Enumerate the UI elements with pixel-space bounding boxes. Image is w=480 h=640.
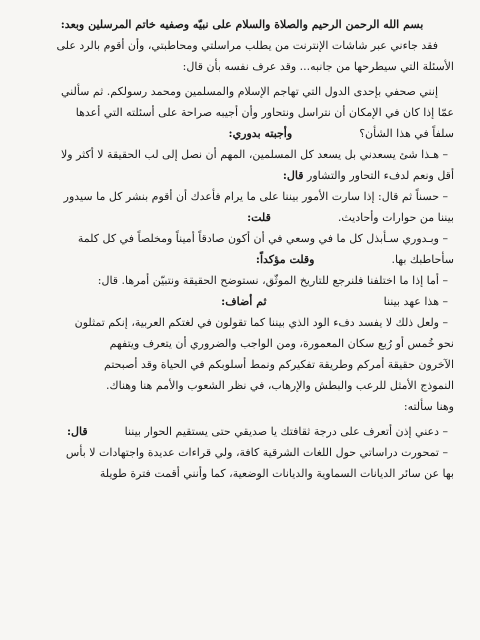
paragraph-line: إنني صحفي بإحدى الدول التي تهاجم الإسلام والمسلمين ومحمد رسولكم. ثم سألني (60, 85, 438, 98)
dialogue-label: قال: (282, 169, 304, 182)
bullet-line: – وبـدوري سـأبذل كل ما في وسعي في أن أكون صادقاً أميناً ومخلصاً في كل كلمة (30, 228, 454, 249)
bullet-line: – هـذا شئ يسعدني بل يسعد كل المسلمين، المهم أن نصل إلى لب الحقيقة لا أكثر ولا (30, 144, 454, 165)
paragraph-line (30, 207, 454, 228)
bullet-text: – دعني إذن أتعرف على درجة ثقافتك يا صديقي حتى يستقيم الحوار بيننا (125, 425, 454, 438)
paragraph-line: الأسئلة التي سيطرحها من جانبه... وقد عرف نفسه بأن قال: (182, 60, 454, 73)
paragraph-line (30, 249, 454, 270)
dialogue-label: قلت: (247, 211, 271, 224)
paragraph-line (30, 421, 454, 442)
bullet-line: – أما إذا ما اختلفنا فلنرجع للتاريخ الموثّق، نستوضح الحقيقة ونتبيّن أمرها. قال: (30, 270, 454, 291)
paragraph-line: عمّا إذا كان في الإمكان أن نتراسل ونتحاور وأن أجيبه صراحة على أسئلته التي أعدها (75, 106, 454, 119)
paragraph-line: الآخرون حقيقة أمركم وطريقة تفكيركم ونمط أسلوبكم في الحياة وقد أصبحتم (104, 358, 454, 371)
paragraph-line: بها عن سائر الديانات السماوية والديانات الوضعية، كما وأنني أقمت فترة طويلة (99, 467, 454, 480)
paragraph-text: بيننا من حوارات وأحاديث. (337, 211, 454, 224)
bullet-line: – تمحورت دراساتي حول اللغات الشرقية كافة، ولي قراءات عديدة واجتهادات لا بأس (30, 442, 454, 463)
paragraph-text: أقل ونعم لدفء التحاور والتشاور (307, 169, 454, 182)
paragraph-line (30, 291, 454, 312)
dialogue-heading: ثم أضاف: (221, 295, 267, 308)
paragraph-line: النموذج الأمثل للرعب والبطش والإرهاب، في نظر الشعوب والأمم هنا وهناك. (106, 379, 454, 392)
dialogue-heading: وقلت مؤكداً: (255, 253, 315, 266)
paragraph-line (30, 123, 454, 144)
paragraph-text: سأحاطبك بها. (391, 253, 454, 266)
paragraph-line: نحو خُمس أو رُبع سكان المعمورة، ومن الواجب والضروري أن يتعرف ويتفهم (109, 337, 454, 350)
bullet-line: – حسناً ثم قال: إذا سارت الأمور بيننا على ما يرام فأعدك أن أقوم بنشر كل ما سيدور (30, 186, 454, 207)
dialogue-label: قال: (66, 425, 88, 438)
opening-basmala: بسم الله الرحمن الرحيم والصلاة والسلام على نبيّه وصفيه خاتم المرسلين وبعد: (60, 18, 424, 31)
paragraph-text: سلفاً في هذا الشأن؟ (359, 127, 454, 140)
dialogue-heading: وأجبته بدوري: (228, 127, 293, 140)
paragraph-line: فقد جاءني عبر شاشات الإنترنت من يطلب مراسلتي ومحاطبتي، وأن أقوم بالرد على (56, 39, 438, 52)
bullet-text: – هذا عهد بيننا (384, 295, 454, 308)
paragraph-line: وهنا سألته: (403, 400, 454, 413)
bullet-line: – ولعل ذلك لا يفسد دفء الود الذي بيننا كما تقولون في لغتكم العربية، إنكم تمثلون (30, 312, 454, 333)
paragraph-line (30, 165, 454, 186)
